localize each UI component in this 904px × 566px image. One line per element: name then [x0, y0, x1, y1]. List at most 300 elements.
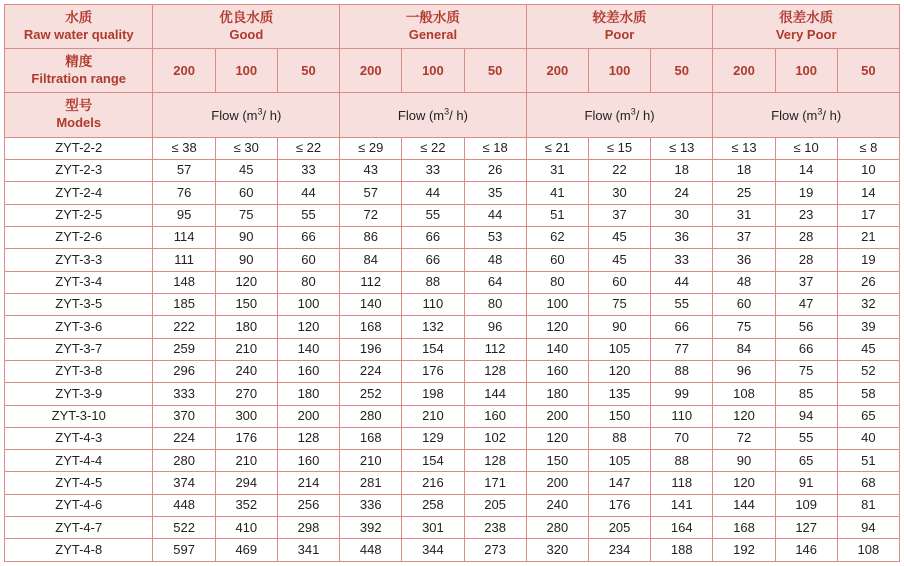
flow-value-cell: 52 — [837, 360, 899, 382]
flow-value-cell: 352 — [215, 494, 277, 516]
model-cell: ZYT-3-7 — [5, 338, 153, 360]
flow-value-cell: 55 — [775, 427, 837, 449]
flow-value-cell: 150 — [526, 450, 588, 472]
model-cell: ZYT-3-6 — [5, 316, 153, 338]
flow-value-cell: 118 — [651, 472, 713, 494]
flow-value-cell: 100 — [526, 293, 588, 315]
flow-value-cell: 95 — [153, 204, 215, 226]
flow-value-cell: 336 — [340, 494, 402, 516]
flow-value-cell: 64 — [464, 271, 526, 293]
flow-value-cell: 80 — [526, 271, 588, 293]
table-row — [5, 338, 900, 360]
flow-value-cell: 26 — [837, 271, 899, 293]
flow-value-cell: 60 — [713, 293, 775, 315]
flow-value-cell: 100 — [277, 293, 339, 315]
table-row — [5, 316, 900, 338]
flow-value-cell: 168 — [713, 517, 775, 539]
flow-value-cell: 44 — [464, 204, 526, 226]
header-range-value-3: 50 — [277, 49, 339, 93]
flow-value-cell: 120 — [713, 472, 775, 494]
model-cell: ZYT-3-4 — [5, 271, 153, 293]
flow-value-cell: 140 — [340, 293, 402, 315]
specification-table — [4, 4, 900, 562]
flow-value-cell: 200 — [277, 405, 339, 427]
flow-value-cell: 55 — [402, 204, 464, 226]
header-models-en: Models — [56, 115, 102, 131]
header-raw-water-quality — [5, 5, 153, 49]
flow-value-cell: 120 — [526, 316, 588, 338]
flow-value-cell: 301 — [402, 517, 464, 539]
flow-value-cell: 192 — [713, 539, 775, 562]
flow-value-cell: 164 — [651, 517, 713, 539]
flow-value-cell: 110 — [402, 293, 464, 315]
flow-value-cell: 22 — [588, 159, 650, 181]
flow-value-cell: 48 — [464, 249, 526, 271]
flow-value-cell: 60 — [277, 249, 339, 271]
flow-value-cell: 210 — [402, 405, 464, 427]
flow-value-cell: 45 — [837, 338, 899, 360]
header-flow-tail: / h) — [262, 107, 282, 123]
header-quality-group-4 — [713, 5, 900, 49]
flow-value-cell: ≤ 22 — [277, 137, 339, 159]
flow-value-cell: 176 — [588, 494, 650, 516]
header-flow-unit-2 — [340, 93, 527, 137]
header-range-value-4: 200 — [340, 49, 402, 93]
flow-value-cell: 58 — [837, 383, 899, 405]
header-quality-group-cn: 较差水质 — [592, 10, 647, 26]
flow-value-cell: 160 — [277, 360, 339, 382]
flow-value-cell: 32 — [837, 293, 899, 315]
header-range-value-8: 100 — [588, 49, 650, 93]
header-flow-unit-3 — [526, 93, 713, 137]
flow-value-cell: 96 — [464, 316, 526, 338]
model-cell: ZYT-2-3 — [5, 159, 153, 181]
header-flow-tail: / h) — [822, 107, 842, 123]
flow-value-cell: 200 — [526, 472, 588, 494]
flow-value-cell: 280 — [526, 517, 588, 539]
flow-value-cell: ≤ 15 — [588, 137, 650, 159]
flow-value-cell: 132 — [402, 316, 464, 338]
flow-value-cell: 62 — [526, 226, 588, 248]
flow-value-cell: 154 — [402, 338, 464, 360]
flow-value-cell: 76 — [153, 182, 215, 204]
flow-value-cell: 41 — [526, 182, 588, 204]
flow-value-cell: 240 — [215, 360, 277, 382]
flow-value-cell: 180 — [277, 383, 339, 405]
table-row — [5, 249, 900, 271]
header-quality-group-cn: 很差水质 — [779, 10, 834, 26]
flow-value-cell: 180 — [215, 316, 277, 338]
flow-value-cell: 88 — [402, 271, 464, 293]
flow-value-cell: 85 — [775, 383, 837, 405]
flow-value-cell: 33 — [402, 159, 464, 181]
flow-value-cell: 270 — [215, 383, 277, 405]
flow-value-cell: 109 — [775, 494, 837, 516]
flow-value-cell: 88 — [651, 360, 713, 382]
flow-value-cell: 43 — [340, 159, 402, 181]
flow-value-cell: 25 — [713, 182, 775, 204]
flow-value-cell: 28 — [775, 226, 837, 248]
flow-value-cell: 200 — [526, 405, 588, 427]
flow-value-cell: 96 — [713, 360, 775, 382]
table-row — [5, 159, 900, 181]
flow-value-cell: 30 — [651, 204, 713, 226]
flow-value-cell: 99 — [651, 383, 713, 405]
flow-value-cell: 111 — [153, 249, 215, 271]
flow-value-cell: 320 — [526, 539, 588, 562]
header-flow-unit-text — [398, 108, 468, 123]
flow-value-cell: 31 — [526, 159, 588, 181]
flow-value-cell: 280 — [153, 450, 215, 472]
flow-value-cell: 75 — [713, 316, 775, 338]
header-flow-unit-4 — [713, 93, 900, 137]
header-flow-exponent: 3 — [257, 106, 263, 117]
header-flow-unit-text — [211, 108, 281, 123]
flow-value-cell: 168 — [340, 316, 402, 338]
flow-value-cell: 72 — [340, 204, 402, 226]
table-row — [5, 226, 900, 248]
flow-value-cell: 120 — [277, 316, 339, 338]
flow-value-cell: 75 — [775, 360, 837, 382]
flow-value-cell: 75 — [588, 293, 650, 315]
flow-value-cell: 108 — [713, 383, 775, 405]
flow-value-cell: 81 — [837, 494, 899, 516]
flow-value-cell: 238 — [464, 517, 526, 539]
model-cell: ZYT-4-6 — [5, 494, 153, 516]
flow-value-cell: 128 — [464, 450, 526, 472]
flow-value-cell: 294 — [215, 472, 277, 494]
table-row — [5, 182, 900, 204]
flow-value-cell: 53 — [464, 226, 526, 248]
flow-value-cell: 210 — [340, 450, 402, 472]
table-row — [5, 450, 900, 472]
header-models-cn: 型号 — [65, 98, 93, 114]
flow-value-cell: 160 — [277, 450, 339, 472]
flow-value-cell: 84 — [713, 338, 775, 360]
header-quality-group-cn: 优良水质 — [219, 10, 274, 26]
flow-value-cell: 522 — [153, 517, 215, 539]
header-quality-group-en: Very Poor — [775, 26, 837, 42]
flow-value-cell: 198 — [402, 383, 464, 405]
flow-value-cell: 135 — [588, 383, 650, 405]
flow-value-cell: 256 — [277, 494, 339, 516]
flow-value-cell: 24 — [651, 182, 713, 204]
flow-value-cell: 344 — [402, 539, 464, 562]
flow-value-cell: 150 — [588, 405, 650, 427]
flow-value-cell: 90 — [713, 450, 775, 472]
flow-value-cell: 56 — [775, 316, 837, 338]
flow-value-cell: 120 — [588, 360, 650, 382]
flow-value-cell: 33 — [277, 159, 339, 181]
flow-value-cell: ≤ 22 — [402, 137, 464, 159]
flow-value-cell: 48 — [713, 271, 775, 293]
flow-value-cell: ≤ 18 — [464, 137, 526, 159]
header-quality-group-en: Good — [229, 26, 264, 42]
flow-value-cell: 296 — [153, 360, 215, 382]
model-cell: ZYT-2-4 — [5, 182, 153, 204]
flow-value-cell: 91 — [775, 472, 837, 494]
flow-value-cell: 298 — [277, 517, 339, 539]
header-flow-label: Flow (m — [584, 107, 631, 123]
flow-value-cell: 108 — [837, 539, 899, 562]
flow-value-cell: 31 — [713, 204, 775, 226]
flow-value-cell: 90 — [215, 226, 277, 248]
flow-value-cell: 19 — [775, 182, 837, 204]
table-row — [5, 137, 900, 159]
flow-value-cell: 65 — [837, 405, 899, 427]
flow-value-cell: 37 — [588, 204, 650, 226]
flow-value-cell: 341 — [277, 539, 339, 562]
flow-value-cell: 240 — [526, 494, 588, 516]
flow-value-cell: 28 — [775, 249, 837, 271]
header-range-value-1: 200 — [153, 49, 215, 93]
header-quality-group-3 — [526, 5, 713, 49]
flow-value-cell: 216 — [402, 472, 464, 494]
flow-value-cell: 110 — [651, 405, 713, 427]
flow-value-cell: 148 — [153, 271, 215, 293]
flow-value-cell: 127 — [775, 517, 837, 539]
flow-value-cell: 112 — [464, 338, 526, 360]
header-flow-unit-1 — [153, 93, 340, 137]
header-quality-group-en: Poor — [604, 26, 635, 42]
flow-value-cell: 214 — [277, 472, 339, 494]
flow-value-cell: ≤ 13 — [713, 137, 775, 159]
flow-value-cell: 33 — [651, 249, 713, 271]
flow-value-cell: 36 — [713, 249, 775, 271]
flow-value-cell: 86 — [340, 226, 402, 248]
flow-value-cell: 30 — [588, 182, 650, 204]
flow-value-cell: 84 — [340, 249, 402, 271]
header-range-value-6: 50 — [464, 49, 526, 93]
header-quality-group-en: General — [408, 26, 458, 42]
flow-value-cell: 70 — [651, 427, 713, 449]
flow-value-cell: ≤ 10 — [775, 137, 837, 159]
model-cell: ZYT-4-8 — [5, 539, 153, 562]
flow-value-cell: 300 — [215, 405, 277, 427]
flow-value-cell: 180 — [526, 383, 588, 405]
table-row — [5, 383, 900, 405]
header-row-quality — [5, 5, 900, 49]
flow-value-cell: 37 — [775, 271, 837, 293]
flow-value-cell: 258 — [402, 494, 464, 516]
flow-value-cell: 410 — [215, 517, 277, 539]
flow-value-cell: 188 — [651, 539, 713, 562]
flow-value-cell: 128 — [464, 360, 526, 382]
flow-value-cell: 26 — [464, 159, 526, 181]
flow-value-cell: 66 — [402, 226, 464, 248]
flow-value-cell: 129 — [402, 427, 464, 449]
flow-value-cell: 45 — [215, 159, 277, 181]
flow-value-cell: 448 — [340, 539, 402, 562]
header-filtration-range-en: Filtration range — [31, 71, 127, 87]
flow-value-cell: 120 — [526, 427, 588, 449]
flow-value-cell: 105 — [588, 338, 650, 360]
header-flow-exponent: 3 — [444, 106, 450, 117]
table-row — [5, 427, 900, 449]
table-row — [5, 271, 900, 293]
flow-value-cell: 597 — [153, 539, 215, 562]
flow-value-cell: 14 — [775, 159, 837, 181]
model-cell: ZYT-4-3 — [5, 427, 153, 449]
flow-value-cell: 72 — [713, 427, 775, 449]
flow-value-cell: ≤ 13 — [651, 137, 713, 159]
flow-value-cell: 37 — [713, 226, 775, 248]
model-cell: ZYT-2-5 — [5, 204, 153, 226]
flow-value-cell: 154 — [402, 450, 464, 472]
flow-value-cell: 234 — [588, 539, 650, 562]
header-range-value-2: 100 — [215, 49, 277, 93]
flow-value-cell: 44 — [402, 182, 464, 204]
flow-value-cell: 19 — [837, 249, 899, 271]
model-cell: ZYT-4-4 — [5, 450, 153, 472]
flow-value-cell: 205 — [588, 517, 650, 539]
header-flow-unit-text — [585, 108, 655, 123]
header-row-models-flow — [5, 93, 900, 137]
flow-value-cell: 171 — [464, 472, 526, 494]
flow-value-cell: 60 — [215, 182, 277, 204]
header-raw-water-quality-en: Raw water quality — [23, 26, 134, 42]
flow-value-cell: 39 — [837, 316, 899, 338]
header-models-label — [5, 93, 153, 137]
flow-value-cell: 94 — [837, 517, 899, 539]
flow-value-cell: 185 — [153, 293, 215, 315]
flow-value-cell: 144 — [713, 494, 775, 516]
table-row — [5, 472, 900, 494]
flow-value-cell: 18 — [651, 159, 713, 181]
header-range-value-12: 50 — [837, 49, 899, 93]
model-cell: ZYT-2-2 — [5, 137, 153, 159]
flow-value-cell: 222 — [153, 316, 215, 338]
model-cell: ZYT-3-9 — [5, 383, 153, 405]
table-row — [5, 539, 900, 562]
flow-value-cell: 60 — [588, 271, 650, 293]
flow-value-cell: 21 — [837, 226, 899, 248]
header-quality-group-cn: 一般水质 — [405, 10, 460, 26]
flow-value-cell: 370 — [153, 405, 215, 427]
header-row-filtration-range — [5, 49, 900, 93]
flow-value-cell: 144 — [464, 383, 526, 405]
flow-value-cell: 120 — [215, 271, 277, 293]
flow-value-cell: 205 — [464, 494, 526, 516]
header-range-value-7: 200 — [526, 49, 588, 93]
flow-value-cell: 105 — [588, 450, 650, 472]
flow-value-cell: 120 — [713, 405, 775, 427]
flow-value-cell: 44 — [651, 271, 713, 293]
table-row — [5, 517, 900, 539]
flow-value-cell: 94 — [775, 405, 837, 427]
flow-value-cell: 68 — [837, 472, 899, 494]
flow-value-cell: 210 — [215, 338, 277, 360]
flow-value-cell: 80 — [277, 271, 339, 293]
header-flow-exponent: 3 — [630, 106, 636, 117]
flow-value-cell: 57 — [153, 159, 215, 181]
table-row — [5, 293, 900, 315]
header-flow-exponent: 3 — [817, 106, 823, 117]
header-flow-label: Flow (m — [397, 107, 445, 123]
flow-value-cell: 44 — [277, 182, 339, 204]
flow-value-cell: 10 — [837, 159, 899, 181]
table-row — [5, 405, 900, 427]
flow-value-cell: 66 — [402, 249, 464, 271]
flow-value-cell: 55 — [277, 204, 339, 226]
flow-value-cell: 65 — [775, 450, 837, 472]
flow-value-cell: 168 — [340, 427, 402, 449]
flow-value-cell: 57 — [340, 182, 402, 204]
header-filtration-range-cn: 精度 — [65, 54, 93, 70]
flow-value-cell: 469 — [215, 539, 277, 562]
flow-value-cell: 147 — [588, 472, 650, 494]
header-flow-label: Flow (m — [771, 107, 818, 123]
flow-value-cell: 90 — [588, 316, 650, 338]
flow-value-cell: 14 — [837, 182, 899, 204]
flow-value-cell: 160 — [526, 360, 588, 382]
flow-value-cell: 40 — [837, 427, 899, 449]
flow-value-cell: 66 — [651, 316, 713, 338]
model-cell: ZYT-3-10 — [5, 405, 153, 427]
flow-value-cell: 51 — [837, 450, 899, 472]
flow-value-cell: 60 — [526, 249, 588, 271]
header-range-value-11: 100 — [775, 49, 837, 93]
flow-value-cell: 392 — [340, 517, 402, 539]
flow-value-cell: 51 — [526, 204, 588, 226]
flow-value-cell: 141 — [651, 494, 713, 516]
flow-value-cell: 374 — [153, 472, 215, 494]
flow-value-cell: 35 — [464, 182, 526, 204]
flow-value-cell: 140 — [277, 338, 339, 360]
flow-value-cell: 281 — [340, 472, 402, 494]
flow-value-cell: 102 — [464, 427, 526, 449]
flow-value-cell: 23 — [775, 204, 837, 226]
flow-value-cell: 273 — [464, 539, 526, 562]
flow-value-cell: 55 — [651, 293, 713, 315]
model-cell: ZYT-3-5 — [5, 293, 153, 315]
flow-value-cell: 18 — [713, 159, 775, 181]
flow-value-cell: 176 — [215, 427, 277, 449]
flow-value-cell: 252 — [340, 383, 402, 405]
model-cell: ZYT-3-8 — [5, 360, 153, 382]
header-flow-tail: / h) — [449, 107, 468, 123]
flow-value-cell: 80 — [464, 293, 526, 315]
header-range-value-9: 50 — [651, 49, 713, 93]
flow-value-cell: ≤ 8 — [837, 137, 899, 159]
header-range-value-5: 100 — [402, 49, 464, 93]
flow-value-cell: 75 — [215, 204, 277, 226]
flow-value-cell: 45 — [588, 249, 650, 271]
flow-value-cell: 45 — [588, 226, 650, 248]
flow-value-cell: 280 — [340, 405, 402, 427]
flow-value-cell: 17 — [837, 204, 899, 226]
flow-value-cell: 196 — [340, 338, 402, 360]
flow-value-cell: 88 — [588, 427, 650, 449]
header-filtration-range-label — [5, 49, 153, 93]
table-row — [5, 360, 900, 382]
model-cell: ZYT-4-7 — [5, 517, 153, 539]
table-row — [5, 204, 900, 226]
header-quality-group-2 — [340, 5, 527, 49]
header-quality-group-1 — [153, 5, 340, 49]
flow-value-cell: 77 — [651, 338, 713, 360]
flow-value-cell: 128 — [277, 427, 339, 449]
flow-value-cell: 224 — [340, 360, 402, 382]
flow-value-cell: 36 — [651, 226, 713, 248]
flow-value-cell: 90 — [215, 249, 277, 271]
flow-value-cell: 66 — [277, 226, 339, 248]
flow-value-cell: ≤ 30 — [215, 137, 277, 159]
flow-value-cell: ≤ 21 — [526, 137, 588, 159]
header-range-value-10: 200 — [713, 49, 775, 93]
flow-value-cell: 160 — [464, 405, 526, 427]
flow-value-cell: 140 — [526, 338, 588, 360]
